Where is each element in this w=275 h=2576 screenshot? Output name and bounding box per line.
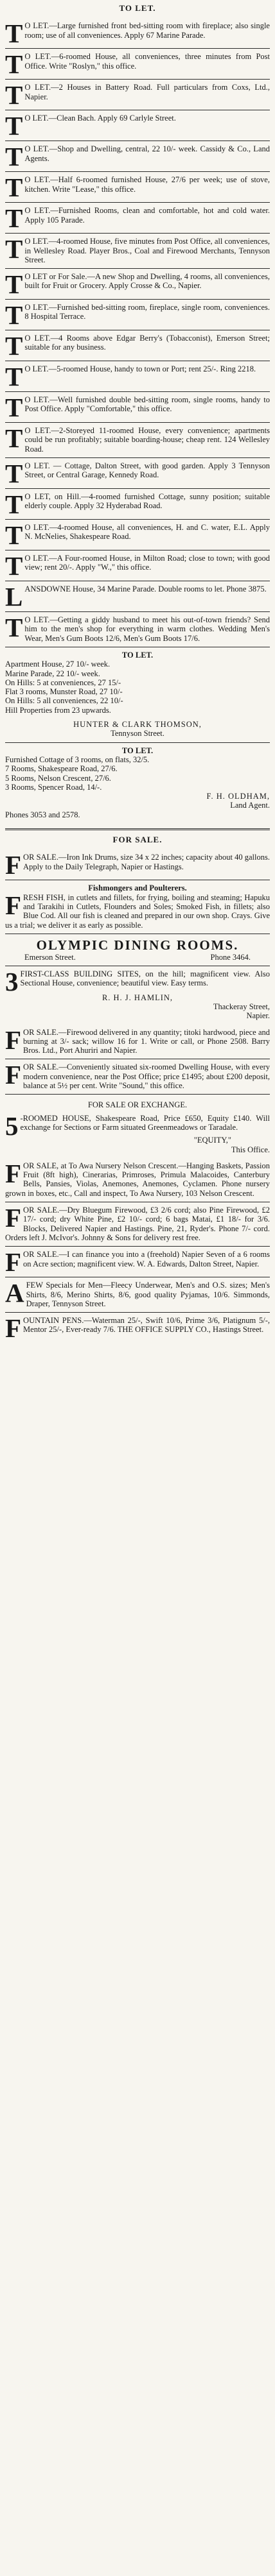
drop-cap: T xyxy=(5,551,23,581)
classified-ad xyxy=(5,1277,270,1312)
drop-cap: L xyxy=(5,582,23,612)
ad-text: O LET.—4 Rooms above Edgar Berry's (Tobacconist), Emerson Street; suitable for any business. xyxy=(24,334,270,352)
fish-heading: Fishmongers and Poulterers. xyxy=(88,883,187,893)
classified-ad xyxy=(5,581,270,611)
classified-ad xyxy=(5,233,270,268)
ad-text: O LET.—Furnished bed-sitting room, fireplace, single room, conveniences. 8 Hospital Terrace. xyxy=(24,303,270,321)
oldham-role: Land Agent. xyxy=(230,801,270,810)
drop-cap: 3 xyxy=(5,967,19,997)
section-divider xyxy=(5,828,270,830)
ad-text: OR SALE.—Dry Bluegum Firewood, £3 2/6 cord; also Pine Firewood, £2 17/- cord; dry White Pine, £2 10/- cord; 6 bags Matai, £1 18/- for 3/6. Blocks, Delivered Napier and Hastings. Pine, 21, Ryder's. Phone 7/- cord. Orders left J. McIvor's. Johnny & Sons for delivery rest free. xyxy=(5,1206,270,1242)
agency-line: On Hills: 5 at conveniences, 27 15/- xyxy=(5,678,121,687)
oldham-line: 7 Rooms, Shakespeare Road, 27/6. xyxy=(5,764,118,774)
drop-cap: F xyxy=(5,1060,22,1090)
drop-cap: T xyxy=(5,520,23,550)
olympic-info xyxy=(5,953,270,962)
classified-ad xyxy=(5,1025,270,1059)
classified-ad xyxy=(5,268,270,299)
drop-cap: 5 xyxy=(5,1111,19,1141)
drop-cap: T xyxy=(5,80,23,110)
agency-line: On Hills: 5 all conveniences, 22 10/- xyxy=(5,696,123,706)
drop-cap: F xyxy=(5,890,22,920)
ad-text: O LET.—Getting a giddy husband to meet his out-of-town friends? Send him to the men's shop for everything in warm clothes. Wedding Men's Wear, Men's Gum Boots 12/6, Men's Gum Boots 17/6. xyxy=(24,615,270,643)
exchange-title: FOR SALE OR EXCHANGE. xyxy=(87,1100,188,1110)
ad-text: O LET.—4-roomed House, all conveniences, H. and C. water, E.L. Apply N. McNelies, Shakespeare Road. xyxy=(24,523,270,542)
exchange-text: -ROOMED HOUSE, Shakespeare Road, Price £650, Equity £140. Will exchange for Sections or Farm situated Greenmeadows or Taradale. xyxy=(20,1113,270,1132)
ad-text: O LET.—Well furnished double bed-sitting room, single rooms, handy to Post Office. Apply "Comfortable," this office. xyxy=(24,395,270,414)
ad-text: O LET, on Hill.—4-roomed furnished Cottage, sunny position; suitable elderly couple. Apply 32 Hyderabad Road. xyxy=(24,492,270,511)
section-title-for-sale: FOR SALE. xyxy=(112,835,163,845)
ad-text: O LET.—2-Storeyed 11-roomed House, every convenience; apartments could be run profitably; suitable boarding-house; cheap rent. 124 Wellesley Road. xyxy=(24,426,270,454)
ad-text: O LET.—Clean Bach. Apply 69 Carlyle Street. xyxy=(24,114,176,123)
exchange-sig2: This Office. xyxy=(231,1145,270,1154)
olympic-phone: Phone 3464. xyxy=(210,952,251,962)
classified-column xyxy=(5,0,270,1343)
classified-ad xyxy=(5,361,270,391)
oldham-line: 5 Rooms, Nelson Crescent, 27/6. xyxy=(5,773,111,783)
fish-ad xyxy=(5,880,270,933)
drop-cap: T xyxy=(5,423,23,454)
oldham-line: Furnished Cottage of 3 rooms, on flats, 32/5. xyxy=(5,755,150,764)
classified-ad xyxy=(5,202,270,233)
for-sale-last-ads xyxy=(5,1158,270,1343)
agency-line: Marine Parade, 22 10/- week. xyxy=(5,669,100,678)
classified-ad xyxy=(5,457,270,488)
drop-cap: T xyxy=(5,142,23,172)
section-title-to-let: TO LET. xyxy=(119,3,156,13)
olympic-street: Emerson Street. xyxy=(24,952,76,962)
sites-text: FIRST-CLASS BUILDING SITES, on the hill; magnificent view. Also Sectional House, convenience; beautiful view. Easy terms. xyxy=(20,969,270,988)
drop-cap: T xyxy=(5,362,23,392)
ad-text: O LET.—A Four-roomed House, in Milton Road; close to town; with good view; rent 20/-. Apply "W.," this office. xyxy=(24,554,270,572)
drop-cap: F xyxy=(5,1025,22,1055)
classified-ad xyxy=(5,18,270,48)
drop-cap: F xyxy=(5,1158,22,1188)
classified-ad xyxy=(5,330,270,361)
sites-town: Napier. xyxy=(246,1011,270,1021)
ad-text: FEW Specials for Men—Fleecy Underwear, Men's and O.S. sizes; Men's Shirts, 8/6, Merino Shirts, 8/6, good quality Pyjamas, 10/6. Simmonds, Draper, Tennyson Street. xyxy=(26,1281,270,1308)
ad-text: O LET.—Shop and Dwelling, central, 22 10/- week. Cassidy & Co., Land Agents. xyxy=(24,144,270,163)
for-sale-ads xyxy=(5,849,270,880)
ad-text: OR SALE.—Conveniently situated six-roomed Dwelling House, with every modern convenience, near the Post Office; price £1495; about £200 deposit, balance at 5½ per cent. Write "Sound," this office. xyxy=(23,1062,270,1091)
ad-text: O LET.—2 Houses in Battery Road. Full particulars from Coxs, Ltd., Napier. xyxy=(24,83,270,101)
agency-line: Hill Properties from 23 upwards. xyxy=(5,705,111,715)
olympic-title: OLYMPIC DINING ROOMS. xyxy=(36,937,239,953)
classified-ad xyxy=(5,611,270,647)
ad-text: O LET.—Large furnished front bed-sitting room with fireplace; also single room; use of all conveniences. Apply 67 Marine Parade. xyxy=(24,21,270,40)
ad-text: OR SALE, at To Awa Nursery Nelson Crescent.—Hanging Baskets, Passion Fruit (8ft high), Cinerarias, Primroses, Primula Malacoides, Canterbury Bells, Pansies, Violas, Anemones, Anemones, Cyclamen. Phone nursery grown in boxes, etc., Call and inspect, To Awa Nursery, 103 Nelson Crescent. xyxy=(5,1161,270,1198)
agency-street: Tennyson Street. xyxy=(111,729,164,738)
fish-text: RESH FISH, in cutlets and fillets, for frying, boiling and steaming; Hapuku and Tarakihi in Cutlets, Flounders and Soles; Smoked Fish, in fillets; also Blue Cod. All our fish is cleaned and prepared in our own shop. Crays. Give us a trial; we deliver it as early as possible. xyxy=(5,892,270,930)
exchange-sig: "EQUITY," xyxy=(193,1136,231,1145)
classified-ad xyxy=(5,110,270,141)
classified-ad xyxy=(5,48,270,79)
ad-text: OR SALE.—I can finance you into a (freehold) Napier Seven of a 6 rooms on Acre section; magnificent view. W. A. Edwards, Dalton Street, Napier. xyxy=(23,1250,270,1268)
classified-ad xyxy=(5,488,270,519)
agency-firm: HUNTER & CLARK THOMSON, xyxy=(73,720,202,729)
drop-cap: F xyxy=(5,850,22,880)
classified-ad xyxy=(5,849,270,880)
drop-cap: F xyxy=(5,1203,22,1233)
ad-text: O LET.—6-roomed House, all conveniences, three minutes from Post Office. Write "Roslyn," this office. xyxy=(24,52,270,71)
classified-ad xyxy=(5,141,270,171)
classified-ad xyxy=(5,519,270,550)
sites-name: R. H. J. HAMLIN, xyxy=(102,993,173,1002)
classified-ad xyxy=(5,1158,270,1202)
drop-cap: T xyxy=(5,490,23,520)
drop-cap: A xyxy=(5,1278,24,1308)
classified-ad xyxy=(5,1312,270,1343)
drop-cap: F xyxy=(5,1247,22,1277)
classified-ad xyxy=(5,422,270,457)
ad-text: O LET. — Cottage, Dalton Street, with good garden. Apply 3 Tennyson Street, or Central Garage, Kennedy Road. xyxy=(24,461,270,480)
oldham-phones: Phones 3053 and 2578. xyxy=(5,810,80,819)
classified-ad xyxy=(5,391,270,422)
oldham-heading: TO LET. xyxy=(121,746,154,755)
drop-cap: T xyxy=(5,234,23,264)
drop-cap: T xyxy=(5,19,23,49)
agency-listing-ad xyxy=(5,647,270,742)
agency-heading: TO LET. xyxy=(121,650,154,660)
agency-line: Apartment House, 27 10/- week. xyxy=(5,660,111,669)
classified-ad xyxy=(5,1202,270,1246)
ad-text: O LET.—Furnished Rooms, clean and comfortable, hot and cold water. Apply 105 Parade. xyxy=(24,206,270,225)
drop-cap: F xyxy=(5,1313,22,1343)
agency-line: Flat 3 rooms, Munster Road, 27 10/- xyxy=(5,687,123,697)
ad-text: O LET.—4-roomed House, five minutes from Post Office, all conveniences, in Wellesley Road. Player Bros., Coal and Firewood Merchants, Tennyson Street. xyxy=(24,237,270,264)
oldham-line: 3 Rooms, Spencer Road, 14/-. xyxy=(5,782,102,792)
ad-text: O LET.—Half 6-roomed furnished House, 27/6 per week; use of stove, kitchen. Write "Lease," this office. xyxy=(24,175,270,194)
classified-ad xyxy=(5,1059,270,1094)
classified-ad xyxy=(5,550,270,581)
drop-cap: T xyxy=(5,613,23,643)
drop-cap: T xyxy=(5,331,23,361)
ad-text: OUNTAIN PENS.—Waterman 25/-, Swift 10/6, Prime 3/6, Platignum 5/-, Mentor 25/-, Ever-ready 7/6. THE OFFICE SUPPLY CO., Hastings Street. xyxy=(23,1316,270,1335)
ad-text: OR SALE.—Iron Ink Drums, size 34 x 22 inches; capacity about 40 gallons. Apply to the Daily Telegraph, Napier or Hastings. xyxy=(23,853,270,871)
to-let-ads xyxy=(5,18,270,647)
for-sale-more-ads xyxy=(5,1025,270,1095)
drop-cap: T xyxy=(5,173,23,203)
ad-text: OR SALE.—Firewood delivered in any quantity; titoki hardwood, piece and burning at 3/- sack; willow 16 for 1. Write or call, or Phone 2508. Barry Bros. Ltd., Port Ahuriri and Napier. xyxy=(23,1027,270,1055)
drop-cap: T xyxy=(5,269,23,300)
classified-ad xyxy=(5,1246,270,1277)
ad-text: O LET.—5-roomed House, handy to town or Port; rent 25/-. Ring 2218. xyxy=(24,364,256,374)
classified-ad xyxy=(5,299,270,330)
drop-cap: T xyxy=(5,300,23,330)
ad-text: ANSDOWNE House, 34 Marine Parade. Double rooms to let. Phone 3875. xyxy=(24,584,267,594)
ad-text: O LET or For Sale.—A new Shop and Dwelling, 4 rooms, all conveniences, built for Fruit or Grocery. Apply Crosse & Co., Napier. xyxy=(24,272,270,291)
classified-ad xyxy=(5,79,270,110)
drop-cap: T xyxy=(5,459,23,489)
sites-street: Thackeray Street, xyxy=(213,1002,270,1011)
drop-cap: T xyxy=(5,49,23,80)
drop-cap: T xyxy=(5,393,23,423)
oldham-listing-ad xyxy=(5,742,270,823)
drop-cap: T xyxy=(5,203,23,234)
oldham-name: F. H. OLDHAM, xyxy=(206,792,270,801)
classified-ad xyxy=(5,171,270,202)
exchange-ad xyxy=(5,1094,270,1157)
olympic-ad xyxy=(5,934,270,966)
building-sites-ad xyxy=(5,966,270,1024)
drop-cap: T xyxy=(5,111,23,141)
